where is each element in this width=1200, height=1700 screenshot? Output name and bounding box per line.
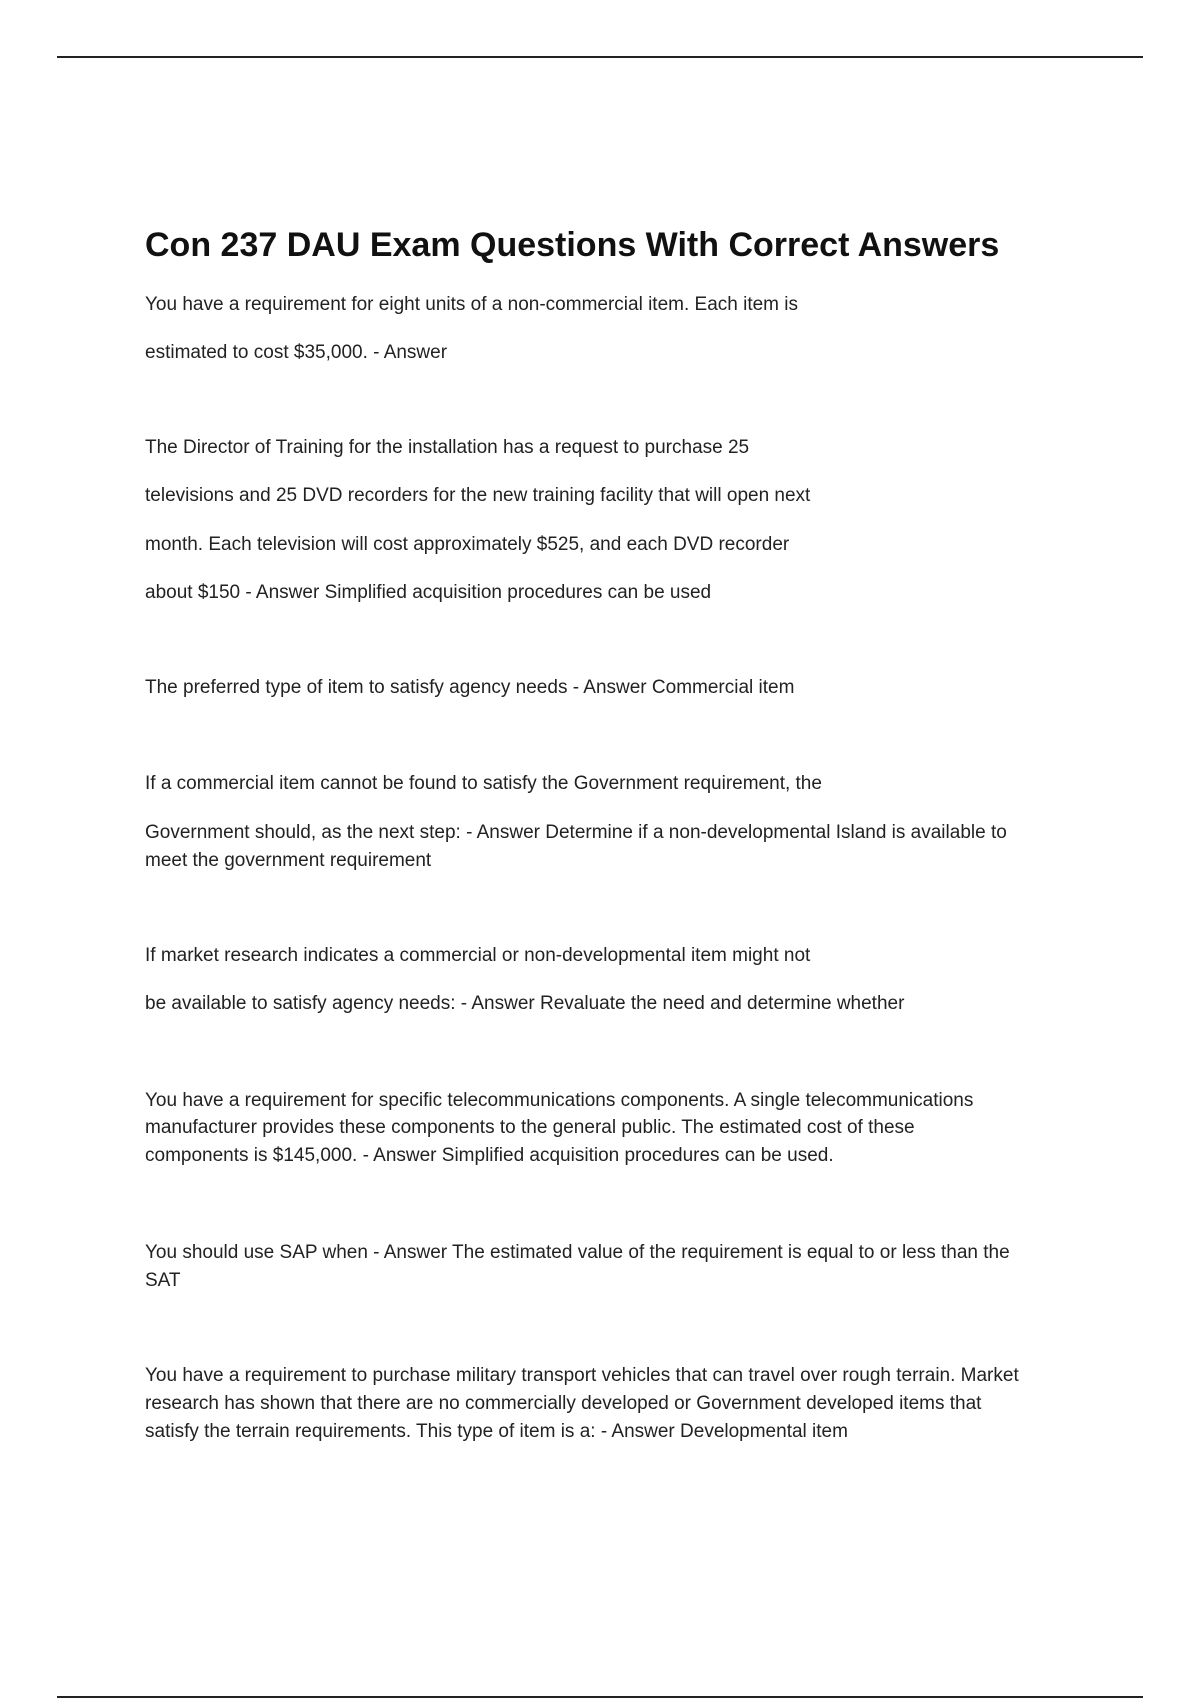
text-line: You should use SAP when - Answer The estimated value of the requirement is equal to or less than the	[145, 1242, 1010, 1263]
text-line: about $150 - Answer Simplified acquisition procedures can be used	[145, 582, 712, 603]
text-line: components is $145,000. - Answer Simplified acquisition procedures can be used.	[145, 1145, 834, 1166]
page-title: Con 237 DAU Exam Questions With Correct Answers	[145, 226, 1000, 264]
text-line: Government should, as the next step: - Answer Determine if a non-developmental Island is available to	[145, 822, 1007, 843]
top-rule	[57, 56, 1143, 58]
text-line: SAT	[145, 1270, 181, 1291]
text-line: research has shown that there are no commercially developed or Government developed items that	[145, 1393, 982, 1414]
text-line: You have a requirement for specific telecommunications components. A single telecommunications	[145, 1090, 974, 1111]
text-line: You have a requirement to purchase military transport vehicles that can travel over rough terrain. Market	[145, 1365, 1019, 1386]
text-line: If a commercial item cannot be found to satisfy the Government requirement, the	[145, 773, 822, 794]
text-line: The Director of Training for the installation has a request to purchase 25	[145, 437, 750, 458]
bottom-rule	[57, 1696, 1143, 1698]
text-line: month. Each television will cost approximately $525, and each DVD recorder	[145, 534, 790, 555]
text-line: manufacturer provides these components to the general public. The estimated cost of these	[145, 1117, 915, 1138]
text-line: meet the government requirement	[145, 850, 432, 871]
text-line: The preferred type of item to satisfy agency needs - Answer Commercial item	[145, 677, 795, 698]
text-line: satisfy the terrain requirements. This type of item is a: - Answer Developmental item	[145, 1421, 848, 1442]
text-line: televisions and 25 DVD recorders for the new training facility that will open next	[145, 485, 811, 506]
text-line: estimated to cost $35,000. - Answer	[145, 342, 448, 363]
text-line: If market research indicates a commercial or non-developmental item might not	[145, 945, 811, 966]
text-line: You have a requirement for eight units of a non-commercial item. Each item is	[145, 294, 799, 315]
text-line: be available to satisfy agency needs: - Answer Revaluate the need and determine whether	[145, 993, 905, 1014]
